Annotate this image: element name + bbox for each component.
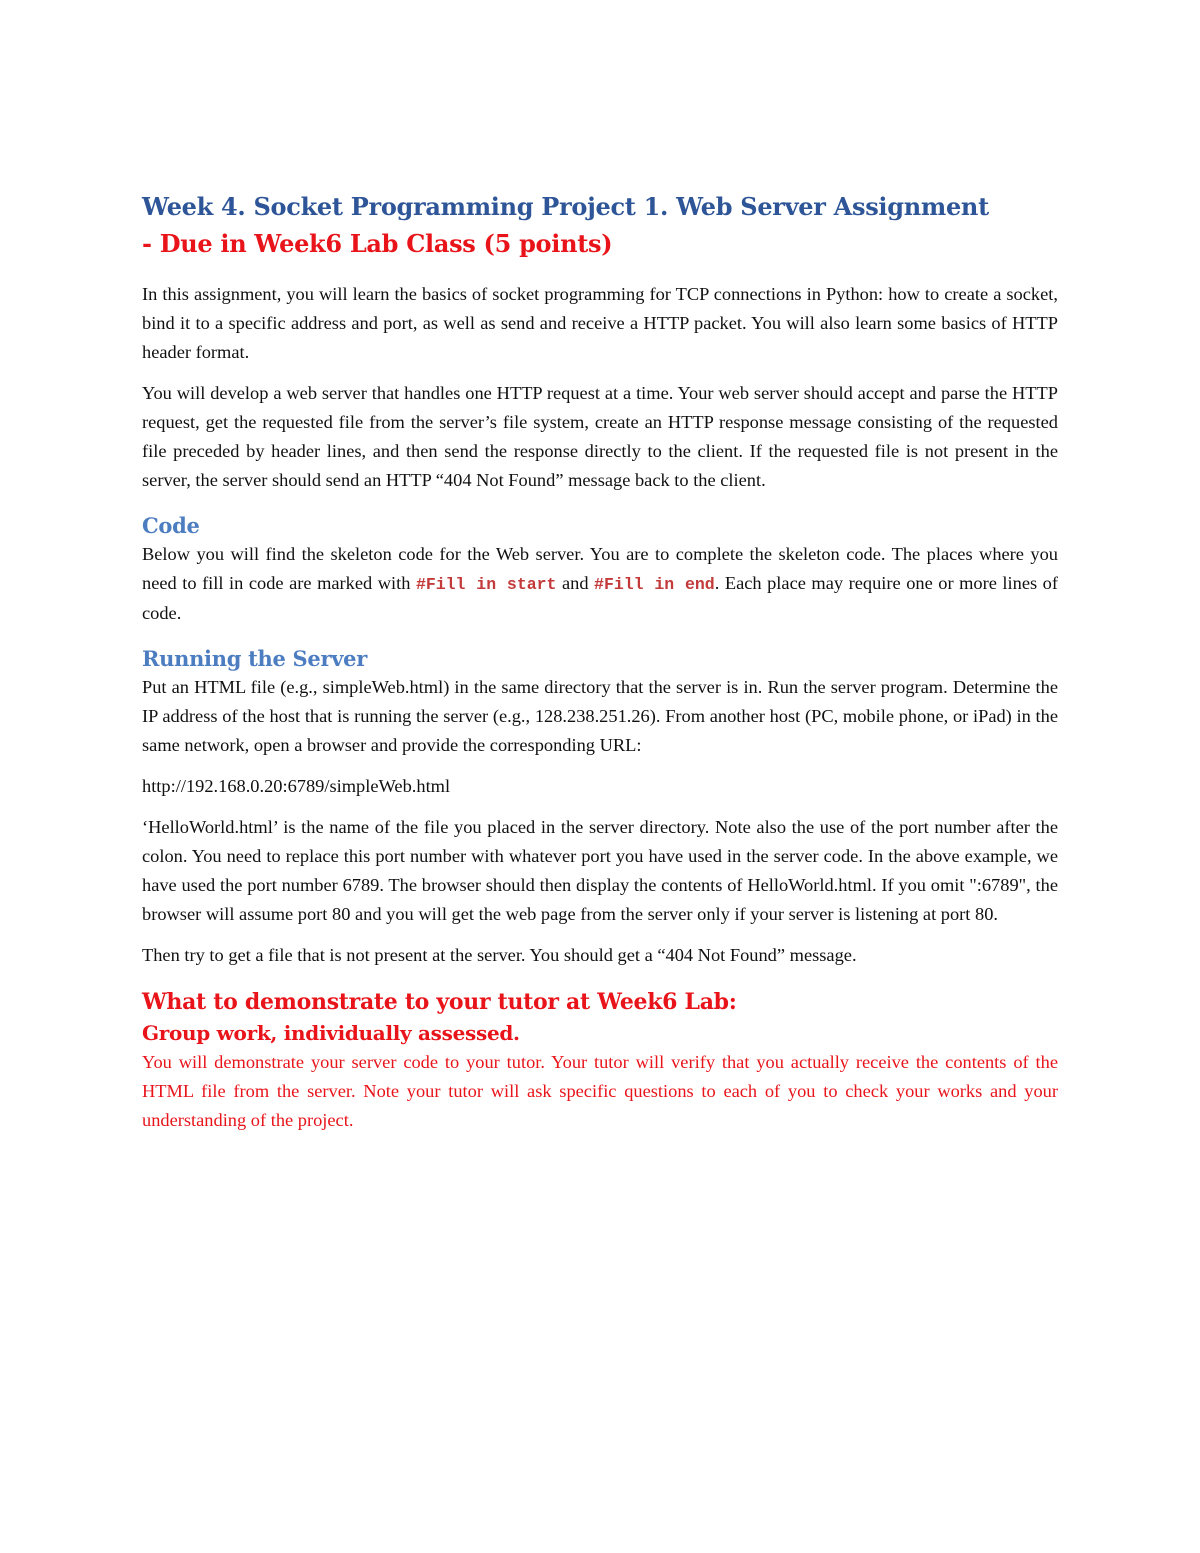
intro-paragraph-1: In this assignment, you will learn the basics of socket programming for TCP connections in Python: how to create a socket, bind it to a specific address and port, as well as send and receive a HTTP packet. You will also learn some basics of HTTP header format. bbox=[142, 284, 1058, 362]
code-text-b: and bbox=[556, 573, 595, 593]
intro-paragraph-2: You will develop a web server that handles one HTTP request at a time. Your web server should accept and parse the HTTP request, get the requested file from the server’s file system, create an HTTP response message consisting of the requested file preceded by header lines, and then send the response directly to the client. If the requested file is not present in the server, the server should send an HTTP “404 Not Found” message back to the client. bbox=[142, 383, 1058, 490]
spacer bbox=[142, 262, 1058, 280]
fill-in-start-marker: #Fill in start bbox=[415, 575, 557, 594]
spacer bbox=[142, 760, 1058, 772]
group-work-subheading: Group work, individually assessed. bbox=[142, 1021, 520, 1045]
demonstrate-heading: What to demonstrate to your tutor at Week6 Lab: bbox=[142, 989, 737, 1015]
title-line-1: Week 4. Socket Programming Project 1. Web Server Assignment bbox=[142, 192, 989, 221]
code-text-a: Below you will find the skeleton code for the Web server. You are to complete the skeleton code. The places where you need to fill in code are marked with bbox=[142, 544, 1058, 593]
spacer bbox=[142, 929, 1058, 941]
title-line-2-due-date: - Due in Week6 Lab Class (5 points) bbox=[142, 229, 613, 258]
code-text-c: . Each place may require one or more lines of code. bbox=[142, 573, 1059, 623]
spacer bbox=[142, 367, 1058, 379]
fill-in-end-marker: #Fill in end bbox=[594, 575, 715, 594]
running-paragraph-3: Then try to get a file that is not present at the server. You should get a “404 Not Found” message. bbox=[142, 945, 857, 965]
running-paragraph-2: ‘HelloWorld.html’ is the name of the file you placed in the server directory. Note also the use of the port number after the colon. You need to replace this port number with whatever port you have used in the server code. In the above example, we have used the port number 6789. The browser should then display the contents of HelloWorld.html. If you omit ":6789", the browser will assume port 80 and you will get the web page from the server only if your server is listening at port 80. bbox=[142, 817, 1058, 924]
running-paragraph-1: Put an HTML file (e.g., simpleWeb.html) in the same directory that the server is in. Run the server program. Determine the IP address of the host that is running the server (e.g., 128.238.251.26). From another host (PC, mobile phone, or iPad) in the same network, open a browser and provide the corresponding URL: bbox=[142, 677, 1058, 755]
demonstrate-paragraph: You will demonstrate your server code to your tutor. Your tutor will verify that you actually receive the contents of the HTML file from the server. Note your tutor will ask specific questions to each of you to check your works and your understanding of the project. bbox=[142, 1052, 1058, 1130]
spacer bbox=[142, 495, 1058, 511]
example-url: http://192.168.0.20:6789/simpleWeb.html bbox=[142, 776, 451, 796]
document-title bbox=[142, 188, 1058, 262]
spacer bbox=[142, 801, 1058, 813]
running-server-heading: Running the Server bbox=[142, 646, 367, 671]
code-heading: Code bbox=[142, 513, 200, 538]
code-paragraph bbox=[142, 540, 1058, 628]
spacer bbox=[142, 628, 1058, 644]
spacer bbox=[142, 970, 1058, 986]
